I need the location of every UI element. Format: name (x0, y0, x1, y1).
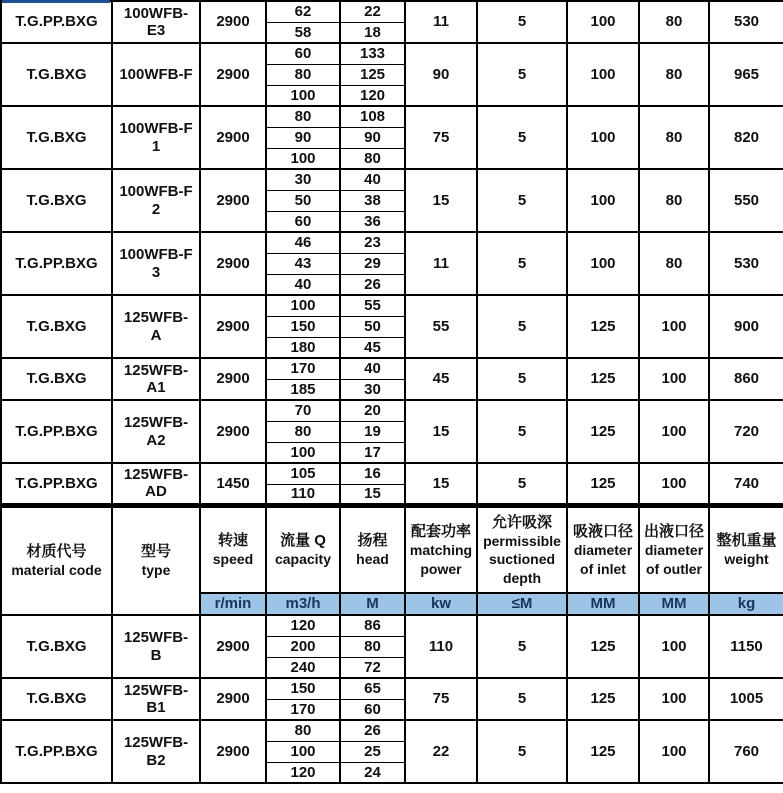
head-cell: 25 (340, 741, 405, 762)
header-suction-depth-en: permissible suctioned depth (483, 533, 561, 586)
head-cell: 90 (340, 127, 405, 148)
speed-cell: 2900 (200, 615, 266, 678)
head-cell: 15 (340, 484, 405, 505)
speed-cell: 2900 (200, 1, 266, 43)
header-capacity (266, 505, 340, 593)
capacity-cell: 30 (266, 169, 340, 190)
power-cell: 110 (405, 615, 477, 678)
depth-cell: 5 (477, 400, 567, 463)
capacity-cell: 90 (266, 127, 340, 148)
capacity-cell: 80 (266, 421, 340, 442)
table-row (1, 106, 783, 127)
header-type-zh: 型号 (140, 542, 171, 560)
capacity-cell: 43 (266, 253, 340, 274)
inlet-cell: 100 (567, 232, 639, 295)
outlet-cell: 100 (639, 615, 709, 678)
capacity-cell: 110 (266, 484, 340, 505)
capacity-cell: 50 (266, 190, 340, 211)
inlet-cell: 125 (567, 400, 639, 463)
head-cell: 108 (340, 106, 405, 127)
unit-depth: ≤M (477, 593, 567, 615)
header-inlet-diameter-zh: 吸液口径 (572, 522, 633, 540)
speed-cell: 2900 (200, 43, 266, 106)
depth-cell: 5 (477, 358, 567, 400)
header-weight (709, 505, 783, 593)
table-row (1, 232, 783, 253)
unit-capacity: m3/h (266, 593, 340, 615)
depth-cell: 5 (477, 678, 567, 720)
head-cell: 18 (340, 22, 405, 43)
weight-cell: 1150 (709, 615, 783, 678)
inlet-cell: 125 (567, 615, 639, 678)
weight-cell: 530 (709, 1, 783, 43)
header-row (1, 505, 783, 593)
head-cell: 36 (340, 211, 405, 232)
capacity-cell: 80 (266, 64, 340, 85)
depth-cell: 5 (477, 720, 567, 783)
capacity-cell: 100 (266, 442, 340, 463)
depth-cell: 5 (477, 463, 567, 505)
unit-weight: kg (709, 593, 783, 615)
head-cell: 17 (340, 442, 405, 463)
capacity-cell: 185 (266, 379, 340, 400)
capacity-cell: 100 (266, 148, 340, 169)
header-outlet-diameter-en: diameter of outler (644, 542, 704, 577)
material-code-cell: T.G.BXG (1, 169, 112, 232)
weight-cell: 530 (709, 232, 783, 295)
depth-cell: 5 (477, 615, 567, 678)
outlet-cell: 100 (639, 463, 709, 505)
depth-cell: 5 (477, 1, 567, 43)
capacity-cell: 100 (266, 741, 340, 762)
capacity-cell: 170 (266, 358, 340, 379)
table-row (1, 678, 783, 699)
head-cell: 40 (340, 169, 405, 190)
capacity-cell: 70 (266, 400, 340, 421)
material-code-cell: T.G.PP.BXG (1, 1, 112, 43)
unit-speed: r/min (200, 593, 266, 615)
upper-rows (1, 1, 783, 505)
head-cell: 133 (340, 43, 405, 64)
power-cell: 55 (405, 295, 477, 358)
power-cell: 75 (405, 678, 477, 720)
header-head-zh: 扬程 (357, 531, 388, 549)
capacity-cell: 80 (266, 720, 340, 741)
inlet-cell: 125 (567, 720, 639, 783)
speed-cell: 2900 (200, 678, 266, 720)
capacity-cell: 170 (266, 699, 340, 720)
outlet-cell: 100 (639, 678, 709, 720)
depth-cell: 5 (477, 106, 567, 169)
capacity-cell: 62 (266, 1, 340, 22)
power-cell: 75 (405, 106, 477, 169)
head-cell: 60 (340, 699, 405, 720)
inlet-cell: 100 (567, 169, 639, 232)
model-cell: 125WFB-AD (112, 463, 200, 505)
header-weight-en: weight (724, 551, 769, 568)
table-row (1, 720, 783, 741)
material-code-cell: T.G.BXG (1, 295, 112, 358)
outlet-cell: 80 (639, 106, 709, 169)
model-cell: 100WFB-F2 (112, 169, 200, 232)
header-capacity-en: capacity (274, 551, 332, 568)
capacity-cell: 200 (266, 636, 340, 657)
head-cell: 16 (340, 463, 405, 484)
material-code-cell: T.G.BXG (1, 106, 112, 169)
capacity-cell: 120 (266, 762, 340, 783)
weight-cell: 900 (709, 295, 783, 358)
head-cell: 24 (340, 762, 405, 783)
head-cell: 80 (340, 636, 405, 657)
inlet-cell: 100 (567, 43, 639, 106)
capacity-cell: 120 (266, 615, 340, 636)
speed-cell: 2900 (200, 295, 266, 358)
capacity-cell: 46 (266, 232, 340, 253)
model-cell: 125WFB-A2 (112, 400, 200, 463)
inlet-cell: 125 (567, 295, 639, 358)
depth-cell: 5 (477, 295, 567, 358)
capacity-cell: 80 (266, 106, 340, 127)
head-cell: 86 (340, 615, 405, 636)
head-cell: 38 (340, 190, 405, 211)
head-cell: 50 (340, 316, 405, 337)
weight-cell: 965 (709, 43, 783, 106)
weight-cell: 720 (709, 400, 783, 463)
outlet-cell: 100 (639, 400, 709, 463)
power-cell: 15 (405, 463, 477, 505)
table-row (1, 43, 783, 64)
inlet-cell: 125 (567, 463, 639, 505)
material-code-cell: T.G.PP.BXG (1, 232, 112, 295)
capacity-cell: 60 (266, 43, 340, 64)
unit-outlet: MM (639, 593, 709, 615)
inlet-cell: 100 (567, 106, 639, 169)
speed-cell: 2900 (200, 169, 266, 232)
header-outlet-diameter (639, 505, 709, 593)
unit-power: kw (405, 593, 477, 615)
header-material-code-zh: 材质代号 (26, 542, 87, 560)
header-matching-power-zh: 配套功率 (410, 522, 471, 540)
outlet-cell: 80 (639, 43, 709, 106)
table-row (1, 400, 783, 421)
speed-cell: 2900 (200, 106, 266, 169)
head-cell: 80 (340, 148, 405, 169)
inlet-cell: 125 (567, 678, 639, 720)
unit-inlet: MM (567, 593, 639, 615)
header-speed-en: speed (212, 551, 254, 568)
power-cell: 15 (405, 169, 477, 232)
header-weight-zh: 整机重量 (716, 531, 777, 549)
head-cell: 72 (340, 657, 405, 678)
head-cell: 19 (340, 421, 405, 442)
capacity-cell: 150 (266, 316, 340, 337)
material-code-cell: T.G.BXG (1, 615, 112, 678)
weight-cell: 760 (709, 720, 783, 783)
unit-head: M (340, 593, 405, 615)
table-row (1, 295, 783, 316)
outlet-cell: 100 (639, 720, 709, 783)
cell-selection-highlight (2, 0, 110, 3)
table-row (1, 1, 783, 22)
head-cell: 20 (340, 400, 405, 421)
speed-cell: 2900 (200, 400, 266, 463)
header-speed-zh: 转速 (217, 531, 248, 549)
capacity-cell: 240 (266, 657, 340, 678)
model-cell: 100WFB-F (112, 43, 200, 106)
model-cell: 125WFB-B1 (112, 678, 200, 720)
weight-cell: 550 (709, 169, 783, 232)
outlet-cell: 100 (639, 358, 709, 400)
header-inlet-diameter (567, 505, 639, 593)
capacity-cell: 150 (266, 678, 340, 699)
header-material-code-en: material code (11, 562, 102, 579)
speed-cell: 2900 (200, 358, 266, 400)
header-capacity-zh: 流量 Q (280, 531, 326, 549)
capacity-cell: 40 (266, 274, 340, 295)
header-speed (200, 505, 266, 593)
head-cell: 120 (340, 85, 405, 106)
power-cell: 90 (405, 43, 477, 106)
model-cell: 125WFB-B (112, 615, 200, 678)
table-row (1, 615, 783, 636)
depth-cell: 5 (477, 232, 567, 295)
head-cell: 29 (340, 253, 405, 274)
table-row (1, 169, 783, 190)
model-cell: 125WFB-A (112, 295, 200, 358)
speed-cell: 2900 (200, 232, 266, 295)
material-code-cell: T.G.PP.BXG (1, 463, 112, 505)
header-suction-depth (477, 505, 567, 593)
power-cell: 45 (405, 358, 477, 400)
table-row (1, 358, 783, 379)
speed-cell: 1450 (200, 463, 266, 505)
header-suction-depth-zh: 允许吸深 (491, 513, 552, 531)
model-cell: 100WFB-F3 (112, 232, 200, 295)
header-material-code (1, 505, 112, 615)
capacity-cell: 100 (266, 85, 340, 106)
depth-cell: 5 (477, 43, 567, 106)
table-row (1, 463, 783, 484)
power-cell: 22 (405, 720, 477, 783)
material-code-cell: T.G.BXG (1, 358, 112, 400)
power-cell: 11 (405, 1, 477, 43)
header-matching-power-en: matching power (409, 542, 473, 577)
material-code-cell: T.G.BXG (1, 43, 112, 106)
outlet-cell: 80 (639, 1, 709, 43)
depth-cell: 5 (477, 169, 567, 232)
head-cell: 45 (340, 337, 405, 358)
header-section (1, 505, 783, 615)
head-cell: 26 (340, 720, 405, 741)
header-matching-power (405, 505, 477, 593)
power-cell: 15 (405, 400, 477, 463)
head-cell: 30 (340, 379, 405, 400)
outlet-cell: 80 (639, 232, 709, 295)
head-cell: 55 (340, 295, 405, 316)
head-cell: 23 (340, 232, 405, 253)
weight-cell: 820 (709, 106, 783, 169)
inlet-cell: 125 (567, 358, 639, 400)
power-cell: 11 (405, 232, 477, 295)
head-cell: 125 (340, 64, 405, 85)
capacity-cell: 100 (266, 295, 340, 316)
head-cell: 65 (340, 678, 405, 699)
outlet-cell: 80 (639, 169, 709, 232)
speed-cell: 2900 (200, 720, 266, 783)
head-cell: 22 (340, 1, 405, 22)
inlet-cell: 100 (567, 1, 639, 43)
capacity-cell: 58 (266, 22, 340, 43)
weight-cell: 860 (709, 358, 783, 400)
material-code-cell: T.G.PP.BXG (1, 400, 112, 463)
header-head (340, 505, 405, 593)
head-cell: 40 (340, 358, 405, 379)
outlet-cell: 100 (639, 295, 709, 358)
material-code-cell: T.G.PP.BXG (1, 720, 112, 783)
head-cell: 26 (340, 274, 405, 295)
header-inlet-diameter-en: diameter of inlet (573, 542, 633, 577)
header-type (112, 505, 200, 615)
header-outlet-diameter-zh: 出液口径 (643, 522, 704, 540)
weight-cell: 1005 (709, 678, 783, 720)
material-code-cell: T.G.BXG (1, 678, 112, 720)
model-cell: 100WFB-E3 (112, 1, 200, 43)
header-head-en: head (356, 551, 389, 568)
lower-rows (1, 615, 783, 783)
capacity-cell: 60 (266, 211, 340, 232)
model-cell: 125WFB-B2 (112, 720, 200, 783)
weight-cell: 740 (709, 463, 783, 505)
model-cell: 100WFB-F1 (112, 106, 200, 169)
header-type-en: type (141, 562, 171, 579)
model-cell: 125WFB-A1 (112, 358, 200, 400)
capacity-cell: 105 (266, 463, 340, 484)
capacity-cell: 180 (266, 337, 340, 358)
